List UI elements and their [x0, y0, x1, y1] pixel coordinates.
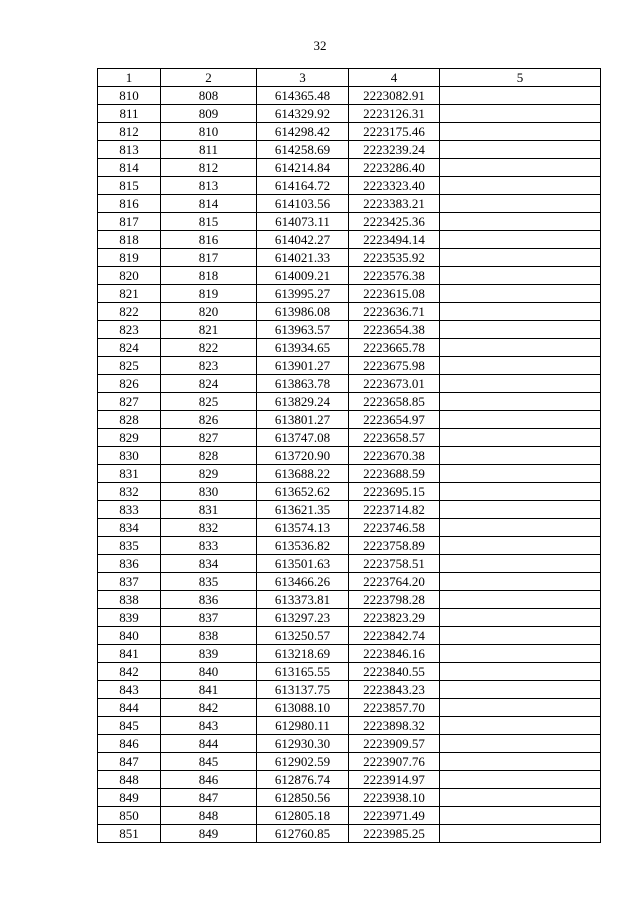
table-cell-col-5 [440, 753, 601, 771]
table-cell-col-1: 839 [98, 609, 161, 627]
table-cell-col-4: 2223846.16 [349, 645, 440, 663]
table-cell-col-1: 842 [98, 663, 161, 681]
table-cell-col-4: 2223425.36 [349, 213, 440, 231]
table-cell-col-4: 2223840.55 [349, 663, 440, 681]
table-cell-col-2: 826 [161, 411, 257, 429]
table-cell-col-1: 849 [98, 789, 161, 807]
table-cell-col-1: 847 [98, 753, 161, 771]
table-row [98, 591, 601, 609]
table-row [98, 339, 601, 357]
table-cell-col-3: 613801.27 [257, 411, 349, 429]
table-cell-col-2: 823 [161, 357, 257, 375]
table-cell-col-3: 614042.27 [257, 231, 349, 249]
table-cell-col-2: 820 [161, 303, 257, 321]
table-cell-col-4: 2223670.38 [349, 447, 440, 465]
table-cell-col-5 [440, 591, 601, 609]
table-cell-col-3: 612760.85 [257, 825, 349, 843]
table-cell-col-2: 845 [161, 753, 257, 771]
table-cell-col-3: 614298.42 [257, 123, 349, 141]
table-cell-col-4: 2223535.92 [349, 249, 440, 267]
table-cell-col-1: 851 [98, 825, 161, 843]
table-cell-col-5 [440, 285, 601, 303]
table-cell-col-2: 822 [161, 339, 257, 357]
table-cell-col-3: 613995.27 [257, 285, 349, 303]
table-cell-col-2: 818 [161, 267, 257, 285]
table-cell-col-2: 810 [161, 123, 257, 141]
table-cell-col-3: 613574.13 [257, 519, 349, 537]
table-cell-col-5 [440, 537, 601, 555]
table-cell-col-4: 2223615.08 [349, 285, 440, 303]
table-cell-col-3: 613466.26 [257, 573, 349, 591]
table-cell-col-1: 810 [98, 87, 161, 105]
table-cell-col-3: 614329.92 [257, 105, 349, 123]
table-row [98, 87, 601, 105]
table-row [98, 357, 601, 375]
table-cell-col-1: 811 [98, 105, 161, 123]
table-row [98, 789, 601, 807]
table-cell-col-5 [440, 465, 601, 483]
table-cell-col-5 [440, 483, 601, 501]
table-cell-col-2: 815 [161, 213, 257, 231]
table-row [98, 483, 601, 501]
table-cell-col-4: 2223985.25 [349, 825, 440, 843]
table-cell-col-4: 2223898.32 [349, 717, 440, 735]
table-cell-col-3: 612805.18 [257, 807, 349, 825]
table-cell-col-5 [440, 555, 601, 573]
table-cell-col-3: 613501.63 [257, 555, 349, 573]
table-cell-col-4: 2223658.85 [349, 393, 440, 411]
table-row [98, 447, 601, 465]
table-cell-col-1: 843 [98, 681, 161, 699]
table-cell-col-1: 850 [98, 807, 161, 825]
table-cell-col-3: 613901.27 [257, 357, 349, 375]
table-cell-col-3: 614258.69 [257, 141, 349, 159]
table-cell-col-4: 2223695.15 [349, 483, 440, 501]
table-cell-col-5 [440, 681, 601, 699]
table-cell-col-4: 2223857.70 [349, 699, 440, 717]
table-cell-col-3: 613373.81 [257, 591, 349, 609]
table-cell-col-4: 2223764.20 [349, 573, 440, 591]
table-cell-col-2: 849 [161, 825, 257, 843]
table-cell-col-2: 811 [161, 141, 257, 159]
table-cell-col-4: 2223746.58 [349, 519, 440, 537]
table-cell-col-4: 2223494.14 [349, 231, 440, 249]
table-cell-col-5 [440, 123, 601, 141]
table-cell-col-1: 835 [98, 537, 161, 555]
table-cell-col-2: 816 [161, 231, 257, 249]
table-cell-col-3: 612980.11 [257, 717, 349, 735]
table-cell-col-1: 819 [98, 249, 161, 267]
table-row [98, 681, 601, 699]
table-cell-col-4: 2223907.76 [349, 753, 440, 771]
table-cell-col-4: 2223938.10 [349, 789, 440, 807]
table-cell-col-2: 842 [161, 699, 257, 717]
table-row [98, 573, 601, 591]
table-cell-col-2: 828 [161, 447, 257, 465]
table-cell-col-1: 825 [98, 357, 161, 375]
table-cell-col-2: 841 [161, 681, 257, 699]
table-cell-col-2: 808 [161, 87, 257, 105]
table-cell-col-5 [440, 807, 601, 825]
table-row [98, 123, 601, 141]
table-cell-col-5 [440, 429, 601, 447]
column-header-3: 3 [257, 69, 349, 87]
table-cell-col-4: 2223126.31 [349, 105, 440, 123]
table-cell-col-2: 813 [161, 177, 257, 195]
table-row [98, 375, 601, 393]
table-cell-col-3: 613165.55 [257, 663, 349, 681]
table-cell-col-5 [440, 717, 601, 735]
table-cell-col-2: 809 [161, 105, 257, 123]
table-cell-col-3: 614365.48 [257, 87, 349, 105]
table-cell-col-2: 827 [161, 429, 257, 447]
table-cell-col-5 [440, 87, 601, 105]
table-row [98, 663, 601, 681]
table-cell-col-2: 825 [161, 393, 257, 411]
page-number: 32 [313, 38, 327, 53]
table-cell-col-3: 613829.24 [257, 393, 349, 411]
column-header-5: 5 [440, 69, 601, 87]
table-cell-col-2: 821 [161, 321, 257, 339]
table-cell-col-2: 831 [161, 501, 257, 519]
table-cell-col-5 [440, 447, 601, 465]
table-cell-col-2: 834 [161, 555, 257, 573]
table-cell-col-2: 844 [161, 735, 257, 753]
table-cell-col-1: 836 [98, 555, 161, 573]
table-cell-col-3: 613688.22 [257, 465, 349, 483]
table-cell-col-3: 613297.23 [257, 609, 349, 627]
table-cell-col-4: 2223636.71 [349, 303, 440, 321]
table-cell-col-2: 817 [161, 249, 257, 267]
table-cell-col-4: 2223665.78 [349, 339, 440, 357]
table-cell-col-3: 612930.30 [257, 735, 349, 753]
table-cell-col-3: 613863.78 [257, 375, 349, 393]
table-cell-col-4: 2223654.97 [349, 411, 440, 429]
table-cell-col-4: 2223383.21 [349, 195, 440, 213]
table-cell-col-1: 832 [98, 483, 161, 501]
table-cell-col-5 [440, 375, 601, 393]
table-cell-col-1: 845 [98, 717, 161, 735]
table-cell-col-3: 613986.08 [257, 303, 349, 321]
table-cell-col-1: 822 [98, 303, 161, 321]
table-cell-col-1: 837 [98, 573, 161, 591]
table-cell-col-5 [440, 609, 601, 627]
table-row [98, 501, 601, 519]
table-cell-col-2: 833 [161, 537, 257, 555]
table-cell-col-2: 848 [161, 807, 257, 825]
table-cell-col-4: 2223823.29 [349, 609, 440, 627]
table-cell-col-1: 844 [98, 699, 161, 717]
table-cell-col-4: 2223758.51 [349, 555, 440, 573]
table-cell-col-5 [440, 519, 601, 537]
table-cell-col-5 [440, 105, 601, 123]
table-row [98, 555, 601, 573]
table-cell-col-2: 824 [161, 375, 257, 393]
table-row [98, 825, 601, 843]
table-cell-col-2: 837 [161, 609, 257, 627]
table-row [98, 465, 601, 483]
table-cell-col-3: 613218.69 [257, 645, 349, 663]
table-cell-col-1: 818 [98, 231, 161, 249]
table-cell-col-2: 840 [161, 663, 257, 681]
column-header-4: 4 [349, 69, 440, 87]
table-cell-col-1: 841 [98, 645, 161, 663]
table-cell-col-1: 833 [98, 501, 161, 519]
table-cell-col-3: 613747.08 [257, 429, 349, 447]
table-cell-col-2: 835 [161, 573, 257, 591]
coordinates-table [97, 68, 601, 843]
table-cell-col-3: 614021.33 [257, 249, 349, 267]
table-cell-col-4: 2223576.38 [349, 267, 440, 285]
table-row [98, 771, 601, 789]
table-cell-col-2: 836 [161, 591, 257, 609]
table-row [98, 267, 601, 285]
table-cell-col-1: 828 [98, 411, 161, 429]
table-cell-col-2: 832 [161, 519, 257, 537]
table-cell-col-2: 838 [161, 627, 257, 645]
table-cell-col-1: 831 [98, 465, 161, 483]
table-row [98, 645, 601, 663]
table-cell-col-5 [440, 195, 601, 213]
table-cell-col-1: 816 [98, 195, 161, 213]
table-row [98, 213, 601, 231]
table-cell-col-4: 2223654.38 [349, 321, 440, 339]
table-cell-col-1: 824 [98, 339, 161, 357]
table-cell-col-1: 820 [98, 267, 161, 285]
table-cell-col-5 [440, 177, 601, 195]
table-cell-col-5 [440, 663, 601, 681]
table-cell-col-1: 823 [98, 321, 161, 339]
table-row [98, 159, 601, 177]
table-cell-col-1: 838 [98, 591, 161, 609]
table-row [98, 177, 601, 195]
table-row [98, 537, 601, 555]
table-row [98, 141, 601, 159]
table-cell-col-3: 614073.11 [257, 213, 349, 231]
table-cell-col-5 [440, 501, 601, 519]
table-cell-col-5 [440, 735, 601, 753]
table-row [98, 321, 601, 339]
table-cell-col-4: 2223714.82 [349, 501, 440, 519]
table-cell-col-1: 846 [98, 735, 161, 753]
table-cell-col-4: 2223082.91 [349, 87, 440, 105]
table-cell-col-3: 612850.56 [257, 789, 349, 807]
table-cell-col-4: 2223658.57 [349, 429, 440, 447]
table-cell-col-1: 815 [98, 177, 161, 195]
table-cell-col-1: 829 [98, 429, 161, 447]
table-cell-col-3: 613536.82 [257, 537, 349, 555]
table-row [98, 249, 601, 267]
table-row [98, 807, 601, 825]
table-cell-col-4: 2223239.24 [349, 141, 440, 159]
table-cell-col-4: 2223971.49 [349, 807, 440, 825]
table-cell-col-1: 813 [98, 141, 161, 159]
table-cell-col-4: 2223842.74 [349, 627, 440, 645]
column-header-2: 2 [161, 69, 257, 87]
table-row [98, 429, 601, 447]
table-cell-col-1: 827 [98, 393, 161, 411]
column-header-1: 1 [98, 69, 161, 87]
table-cell-col-3: 613934.65 [257, 339, 349, 357]
table-cell-col-4: 2223286.40 [349, 159, 440, 177]
table-cell-col-3: 613088.10 [257, 699, 349, 717]
table-cell-col-1: 840 [98, 627, 161, 645]
table-cell-col-2: 814 [161, 195, 257, 213]
table-header-row [98, 69, 601, 87]
table-cell-col-4: 2223843.23 [349, 681, 440, 699]
table-cell-col-1: 821 [98, 285, 161, 303]
table-row [98, 717, 601, 735]
table-cell-col-5 [440, 339, 601, 357]
table-row [98, 627, 601, 645]
table-cell-col-1: 834 [98, 519, 161, 537]
table-cell-col-3: 613137.75 [257, 681, 349, 699]
table-row [98, 519, 601, 537]
table-cell-col-5 [440, 249, 601, 267]
table-cell-col-2: 846 [161, 771, 257, 789]
table-cell-col-3: 612876.74 [257, 771, 349, 789]
table-cell-col-5 [440, 357, 601, 375]
table-cell-col-2: 843 [161, 717, 257, 735]
table-cell-col-5 [440, 267, 601, 285]
table-cell-col-4: 2223688.59 [349, 465, 440, 483]
table-cell-col-5 [440, 645, 601, 663]
table-cell-col-5 [440, 231, 601, 249]
table-cell-col-1: 848 [98, 771, 161, 789]
table-row [98, 285, 601, 303]
table-row [98, 393, 601, 411]
table-cell-col-4: 2223909.57 [349, 735, 440, 753]
table-cell-col-5 [440, 303, 601, 321]
table-cell-col-4: 2223323.40 [349, 177, 440, 195]
table-row [98, 609, 601, 627]
table-cell-col-4: 2223798.28 [349, 591, 440, 609]
table-cell-col-2: 839 [161, 645, 257, 663]
table-cell-col-3: 614214.84 [257, 159, 349, 177]
table-cell-col-1: 812 [98, 123, 161, 141]
table-cell-col-5 [440, 789, 601, 807]
table-cell-col-3: 613652.62 [257, 483, 349, 501]
table-cell-col-3: 614103.56 [257, 195, 349, 213]
table-cell-col-3: 613250.57 [257, 627, 349, 645]
table-cell-col-3: 613720.90 [257, 447, 349, 465]
table-cell-col-2: 829 [161, 465, 257, 483]
table-cell-col-2: 830 [161, 483, 257, 501]
table-cell-col-3: 612902.59 [257, 753, 349, 771]
table-row [98, 699, 601, 717]
table-body [98, 87, 601, 843]
table-row [98, 105, 601, 123]
table-cell-col-2: 819 [161, 285, 257, 303]
table-cell-col-3: 613621.35 [257, 501, 349, 519]
table-cell-col-4: 2223673.01 [349, 375, 440, 393]
table-cell-col-5 [440, 825, 601, 843]
table-cell-col-5 [440, 321, 601, 339]
table-row [98, 735, 601, 753]
table-cell-col-5 [440, 411, 601, 429]
table-row [98, 411, 601, 429]
table-cell-col-5 [440, 771, 601, 789]
table-cell-col-1: 817 [98, 213, 161, 231]
table-cell-col-5 [440, 627, 601, 645]
table-cell-col-1: 830 [98, 447, 161, 465]
table-cell-col-4: 2223175.46 [349, 123, 440, 141]
table-cell-col-5 [440, 141, 601, 159]
table-cell-col-5 [440, 393, 601, 411]
table-cell-col-4: 2223914.97 [349, 771, 440, 789]
table-row [98, 753, 601, 771]
table-cell-col-4: 2223758.89 [349, 537, 440, 555]
table-cell-col-1: 814 [98, 159, 161, 177]
table-cell-col-1: 826 [98, 375, 161, 393]
table-row [98, 195, 601, 213]
table-cell-col-3: 613963.57 [257, 321, 349, 339]
table-cell-col-4: 2223675.98 [349, 357, 440, 375]
table-row [98, 303, 601, 321]
table-cell-col-5 [440, 213, 601, 231]
table-cell-col-2: 847 [161, 789, 257, 807]
table-row [98, 231, 601, 249]
table-cell-col-2: 812 [161, 159, 257, 177]
table-cell-col-3: 614009.21 [257, 267, 349, 285]
table-cell-col-5 [440, 699, 601, 717]
table-cell-col-3: 614164.72 [257, 177, 349, 195]
table-cell-col-5 [440, 159, 601, 177]
table-cell-col-5 [440, 573, 601, 591]
